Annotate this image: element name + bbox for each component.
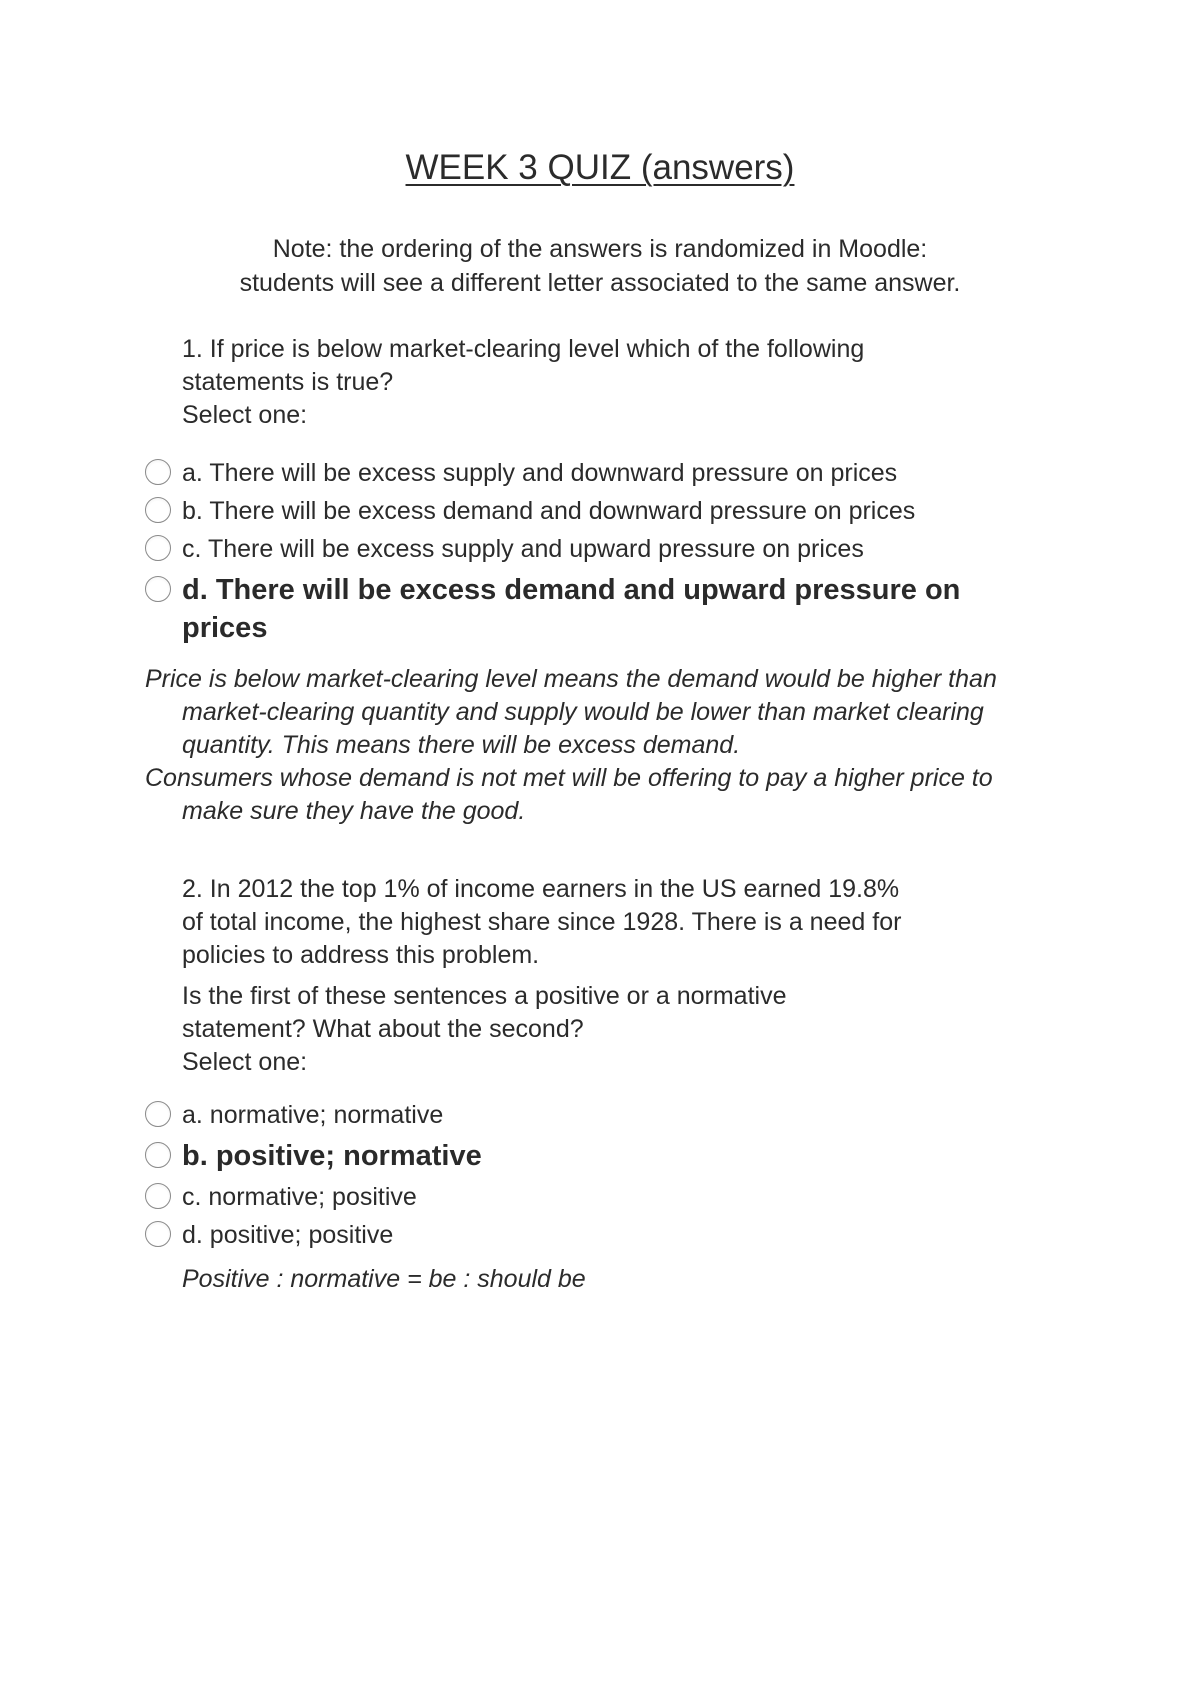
radio-icon[interactable] <box>145 576 171 602</box>
question-1-line-1: 1. If price is below market-clearing level which of the following <box>182 335 865 363</box>
option-label: d. positive; positive <box>182 1221 394 1249</box>
explanation-paragraph-1: Price is below market-clearing level means the demand would be higher than market-clearing quantity and supply would be lower than market clearing quantity. This means there will be excess demand. <box>145 665 997 759</box>
option-label: b. There will be excess demand and downward pressure on prices <box>182 497 916 525</box>
question-2-option-d[interactable] <box>145 1219 1045 1251</box>
question-1-explanation <box>145 663 1045 828</box>
option-label: a. There will be excess supply and downward pressure on prices <box>182 459 898 487</box>
radio-icon[interactable] <box>145 1101 171 1127</box>
question-1-text <box>182 333 1032 432</box>
question-1-option-c[interactable] <box>145 533 1045 565</box>
question-1-option-d-correct[interactable] <box>145 571 1045 647</box>
question-2-option-a[interactable] <box>145 1099 1045 1131</box>
radio-icon[interactable] <box>145 1183 171 1209</box>
radio-icon[interactable] <box>145 1221 171 1247</box>
question-2-line-1: 2. In 2012 the top 1% of income earners in the US earned 19.8% <box>182 875 900 903</box>
option-label: d. There will be excess demand and upward pressure on prices <box>182 574 961 644</box>
option-label: c. normative; positive <box>182 1183 417 1211</box>
question-2-option-c[interactable] <box>145 1181 1045 1213</box>
option-label: a. normative; normative <box>182 1101 444 1129</box>
question-2-line-4: Is the first of these sentences a positive or a normative <box>182 982 787 1010</box>
note-line-1: Note: the ordering of the answers is randomized in Moodle: <box>272 235 928 263</box>
question-1-options <box>145 457 1045 653</box>
question-1-option-a[interactable] <box>145 457 1045 489</box>
question-2-text <box>182 873 1032 1079</box>
radio-icon[interactable] <box>145 535 171 561</box>
question-1-option-b[interactable] <box>145 495 1045 527</box>
page-title: WEEK 3 QUIZ (answers) <box>405 148 795 187</box>
radio-icon[interactable] <box>145 497 171 523</box>
radio-icon[interactable] <box>145 459 171 485</box>
question-2-line-5: statement? What about the second? <box>182 1015 584 1043</box>
randomization-note <box>0 232 1200 300</box>
question-2-explanation: Positive : normative = be : should be <box>182 1265 586 1293</box>
option-label: b. positive; normative <box>182 1140 482 1172</box>
option-label: c. There will be excess supply and upward pressure on prices <box>182 535 864 563</box>
question-2-line-3: policies to address this problem. <box>182 941 540 969</box>
question-2-line-2: of total income, the highest share since 1928. There is a need for <box>182 908 902 936</box>
explanation-paragraph-2: Consumers whose demand is not met will be offering to pay a higher price to make sure they have the good. <box>145 764 993 825</box>
radio-icon[interactable] <box>145 1142 171 1168</box>
note-line-2: students will see a different letter associated to the same answer. <box>239 269 961 297</box>
question-1-select-prompt: Select one: <box>182 401 308 429</box>
question-2-option-b-correct[interactable] <box>145 1137 1045 1175</box>
question-2-options <box>145 1099 1045 1257</box>
question-1-line-2: statements is true? <box>182 368 394 396</box>
question-2-select-prompt: Select one: <box>182 1048 308 1076</box>
